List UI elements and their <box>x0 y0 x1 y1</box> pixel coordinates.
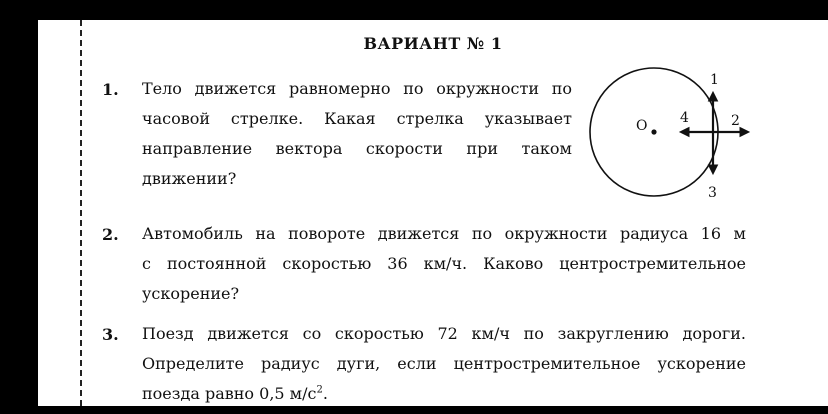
task-2-line-1: Автомобиль на повороте движется по окружности радиуса 16 м <box>142 224 746 243</box>
task-1-line-3: направление вектора скорости при таком <box>142 139 572 158</box>
arrow-1-head <box>709 92 718 101</box>
arrow-4-head <box>680 128 689 137</box>
dashed-cut-line <box>80 20 82 406</box>
task-3-line-2: Определите радиус дуги, если центростремительное ускорение <box>142 354 746 373</box>
bottom-border <box>0 406 828 414</box>
arrow-label-1: 1 <box>710 72 719 88</box>
task-3-period: . <box>322 384 328 403</box>
task-1-text <box>142 74 572 194</box>
task-3-line-1: Поезд движется со скоростью 72 км/ч по закруглению дороги. <box>142 324 746 343</box>
task-1-line-1: Тело движется равномерно по окружности по <box>142 79 572 98</box>
task-3-line-3 <box>142 379 746 406</box>
worksheet-page <box>38 20 828 406</box>
task-1-line-2: часовой стрелке. Какая стрелка указывает <box>142 109 572 128</box>
arrow-2-head <box>740 128 749 137</box>
center-point <box>651 129 656 134</box>
center-label: O <box>636 118 648 134</box>
arrow-label-4: 4 <box>680 110 689 126</box>
task-2-text <box>142 219 746 309</box>
task-3-exponent: 2 <box>316 384 323 396</box>
task-3-text <box>142 319 746 406</box>
task-3-line-3-text: поезда равно 0,5 м/с <box>142 384 317 403</box>
arrow-3-head <box>709 165 718 174</box>
task-1 <box>102 80 572 200</box>
variant-title: ВАРИАНТ № 1 <box>363 34 503 53</box>
task-2 <box>102 225 802 315</box>
velocity-arrows <box>680 92 749 174</box>
task-1-line-4: движении? <box>142 169 237 188</box>
task-2-number: 2. <box>102 225 119 244</box>
task-3 <box>102 325 802 405</box>
task-2-line-3: ускорение? <box>142 284 240 303</box>
task-2-line-2: с постоянной скоростью 36 км/ч. Каково центростремительное <box>142 254 746 273</box>
task-3-number: 3. <box>102 325 119 344</box>
task-1-number: 1. <box>102 80 119 99</box>
circle-velocity-diagram <box>582 64 792 214</box>
arrow-label-3: 3 <box>708 185 717 201</box>
arrow-label-2: 2 <box>731 113 740 129</box>
